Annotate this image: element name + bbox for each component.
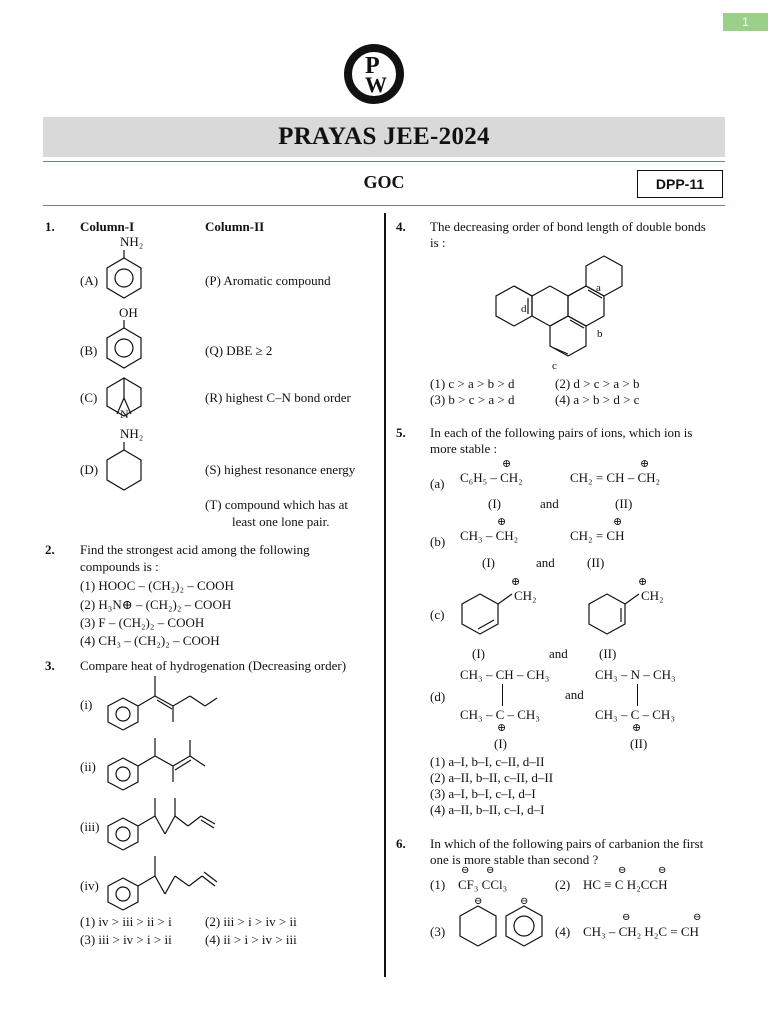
q2-option-2[interactable]: (2) H₃N⊕ – (CH₂)₂ – COOH xyxy=(80,597,232,612)
q3-label-i: (i) xyxy=(80,697,93,712)
column-divider xyxy=(384,213,386,977)
q3-structure-iv xyxy=(105,854,220,908)
q4-question-line2: is : xyxy=(430,235,446,250)
dpp-badge: DPP-11 xyxy=(637,170,723,198)
q6-question-line2: one is more stable than second ? xyxy=(430,852,599,867)
q5-b-and: and xyxy=(536,555,555,570)
page-number-badge: 1 xyxy=(723,13,768,31)
header-divider-bottom xyxy=(43,205,725,206)
q5-c-left-group: CH₂ xyxy=(514,588,537,603)
q4-bond-label-b: b xyxy=(597,328,603,340)
q3-option-3[interactable]: (3) iii > iv > i > ii xyxy=(80,932,172,947)
q5-d-right-charge: ⊕ xyxy=(632,722,642,734)
q1-number: 1. xyxy=(45,219,55,234)
q5-d-right-bond xyxy=(637,684,638,706)
q1-c-label: (C) xyxy=(80,390,98,405)
q4-option-2[interactable]: (2) d > c > a > b xyxy=(555,376,640,391)
q1-b-label: (B) xyxy=(80,343,98,358)
q1-p-text: (P) Aromatic compound xyxy=(205,273,331,288)
q5-d-left-top: CH₃ – CH – CH₃ xyxy=(460,667,550,682)
q6-opt3-rings xyxy=(458,898,548,952)
q2-option-1[interactable]: (1) HOOC – (CH₂)₂ – COOH xyxy=(80,578,234,593)
q1-t-text-cont: least one lone pair. xyxy=(232,514,330,529)
q5-d-label-i: (I) xyxy=(494,736,507,751)
logo-letter-w: W xyxy=(365,72,387,97)
q3-structure-ii xyxy=(105,736,220,788)
q4-option-3[interactable]: (3) b > c > a > d xyxy=(430,392,515,407)
q1-d-substituent: NH₂ xyxy=(120,426,144,441)
q5-question-line2: more stable : xyxy=(430,441,498,456)
q1-a-benzene-ring xyxy=(105,250,145,300)
q5-part-d: (d) xyxy=(430,689,446,704)
q4-bond-label-d: d xyxy=(521,303,527,315)
q5-c-cyclohexene-i xyxy=(458,576,538,636)
q1-d-label: (D) xyxy=(80,462,99,477)
q4-option-1[interactable]: (1) c > a > b > d xyxy=(430,376,515,391)
q4-bond-label-c: c xyxy=(552,360,557,372)
q1-q-text: (Q) DBE ≥ 2 xyxy=(205,343,273,358)
q6-option-3-label[interactable]: (3) xyxy=(430,924,446,939)
q1-col1-head: Column-I xyxy=(80,219,135,234)
q6-option-1-label[interactable]: (1) xyxy=(430,877,446,892)
q5-a-label-i: (I) xyxy=(488,496,501,511)
q5-c-right-charge: ⊕ xyxy=(638,576,648,588)
q1-c-nitrogen: N xyxy=(120,407,129,421)
page-title: PRAYAS JEE-2024 xyxy=(43,117,725,157)
q1-d-cyclohexane-ring xyxy=(105,442,145,492)
q5-d-right-top: CH₃ – N – CH₃ xyxy=(595,667,676,682)
q1-b-benzene-ring xyxy=(105,320,145,370)
q5-a-right: CH₂ = CH – CH₂ xyxy=(570,470,661,485)
q6-opt2-charge-b: ⊖ xyxy=(658,865,667,876)
q5-b-right: CH₂ = CH xyxy=(570,528,625,543)
q3-label-iii: (iii) xyxy=(80,819,100,834)
q3-option-1[interactable]: (1) iv > iii > ii > i xyxy=(80,914,172,929)
q5-option-1[interactable]: (1) a–I, b–I, c–II, d–II xyxy=(430,754,545,769)
q3-question: Compare heat of hydrogenation (Decreasing order) xyxy=(80,658,347,673)
q5-option-4[interactable]: (4) a–II, b–II, c–I, d–I xyxy=(430,802,545,817)
q5-b-left: CH₃ – CH₂ xyxy=(460,528,519,543)
q2-option-4[interactable]: (4) CH₃ – (CH₂)₂ – COOH xyxy=(80,633,220,648)
q5-a-left: C₆H₅ – CH₂ xyxy=(460,470,523,485)
header-divider xyxy=(43,161,725,162)
q4-bond-label-a: a xyxy=(596,282,601,294)
q3-option-2[interactable]: (2) iii > i > iv > ii xyxy=(205,914,297,929)
q4-number: 4. xyxy=(396,219,406,234)
q5-d-left-bond xyxy=(502,684,503,706)
q3-structure-iii xyxy=(105,796,220,848)
q1-a-substituent: NH₂ xyxy=(120,234,144,249)
q2-question-line1: Find the strongest acid among the following xyxy=(80,542,310,557)
q6-opt1-charge-a: ⊖ xyxy=(461,865,470,876)
q5-a-and: and xyxy=(540,496,559,511)
q1-col2-head: Column-II xyxy=(205,219,265,234)
q6-option-4-text: CH₃ – CH₂ H₂C = CH xyxy=(583,924,699,939)
q1-s-text: (S) highest resonance energy xyxy=(205,462,356,477)
q5-b-right-charge: ⊕ xyxy=(613,516,623,528)
q5-d-left-charge: ⊕ xyxy=(497,722,507,734)
q4-option-4[interactable]: (4) a > b > d > c xyxy=(555,392,640,407)
q1-a-label: (A) xyxy=(80,273,99,288)
q5-b-label-i: (I) xyxy=(482,555,495,570)
q5-part-a: (a) xyxy=(430,476,445,491)
q5-c-and: and xyxy=(549,646,568,661)
q6-option-4-label[interactable]: (4) xyxy=(555,924,571,939)
q6-opt1-charge-b: ⊖ xyxy=(486,865,495,876)
q2-question-line2: compounds is : xyxy=(80,559,159,574)
q5-part-c: (c) xyxy=(430,607,445,622)
q6-option-2-text: HC ≡ C H₂CCH xyxy=(583,877,668,892)
q6-opt4-charge-b: ⊖ xyxy=(693,912,702,923)
q2-option-3[interactable]: (3) F – (CH₂)₂ – COOH xyxy=(80,615,205,630)
q5-a-right-charge: ⊕ xyxy=(640,458,650,470)
q3-structure-i xyxy=(105,676,220,728)
q6-opt4-charge-a: ⊖ xyxy=(622,912,631,923)
q6-question-line1: In which of the following pairs of carbanion the first xyxy=(430,836,704,851)
q2-number: 2. xyxy=(45,542,55,557)
q6-number: 6. xyxy=(396,836,406,851)
q5-d-label-ii: (II) xyxy=(630,736,648,751)
q5-option-2[interactable]: (2) a–II, b–II, c–II, d–II xyxy=(430,770,554,785)
subject-title: GOC xyxy=(363,172,405,192)
q3-number: 3. xyxy=(45,658,55,673)
q4-question-line1: The decreasing order of bond length of double bonds xyxy=(430,219,706,234)
q5-d-right-bottom: CH₃ – C – CH₃ xyxy=(595,707,675,722)
q5-a-label-ii: (II) xyxy=(615,496,633,511)
q1-b-substituent: OH xyxy=(119,305,138,320)
q5-part-b: (b) xyxy=(430,534,446,549)
q4-fused-ring-structure xyxy=(490,254,635,369)
q3-label-iv: (iv) xyxy=(80,878,99,893)
q5-c-label-i: (I) xyxy=(472,646,485,661)
q6-opt3-charge-a: ⊖ xyxy=(474,896,483,907)
q5-c-cyclohexene-ii xyxy=(585,576,665,636)
q1-t-text: (T) compound which has at xyxy=(205,497,348,512)
q5-d-left-bottom: CH₃ – C – CH₃ xyxy=(460,707,540,722)
q5-c-left-charge: ⊕ xyxy=(511,576,521,588)
logo-letter-p: P xyxy=(365,53,380,79)
q6-option-2-label[interactable]: (2) xyxy=(555,877,571,892)
q6-opt3-charge-b: ⊖ xyxy=(520,896,529,907)
q5-d-and: and xyxy=(565,687,584,702)
q6-opt2-charge-a: ⊖ xyxy=(618,865,627,876)
q5-c-right-group: CH₂ xyxy=(641,588,664,603)
pw-logo xyxy=(344,44,404,104)
q5-number: 5. xyxy=(396,425,406,440)
q5-a-left-charge: ⊕ xyxy=(502,458,512,470)
q5-b-label-ii: (II) xyxy=(587,555,605,570)
q3-label-ii: (ii) xyxy=(80,759,96,774)
q5-b-left-charge: ⊕ xyxy=(497,516,507,528)
q6-option-1-text: CF₃ CCl₃ xyxy=(458,877,508,892)
q5-option-3[interactable]: (3) a–I, b–I, c–I, d–I xyxy=(430,786,536,801)
q3-option-4[interactable]: (4) ii > i > iv > iii xyxy=(205,932,297,947)
q5-question-line1: In each of the following pairs of ions, which ion is xyxy=(430,425,693,440)
q1-r-text: (R) highest C–N bond order xyxy=(205,390,351,405)
q5-c-label-ii: (II) xyxy=(599,646,617,661)
